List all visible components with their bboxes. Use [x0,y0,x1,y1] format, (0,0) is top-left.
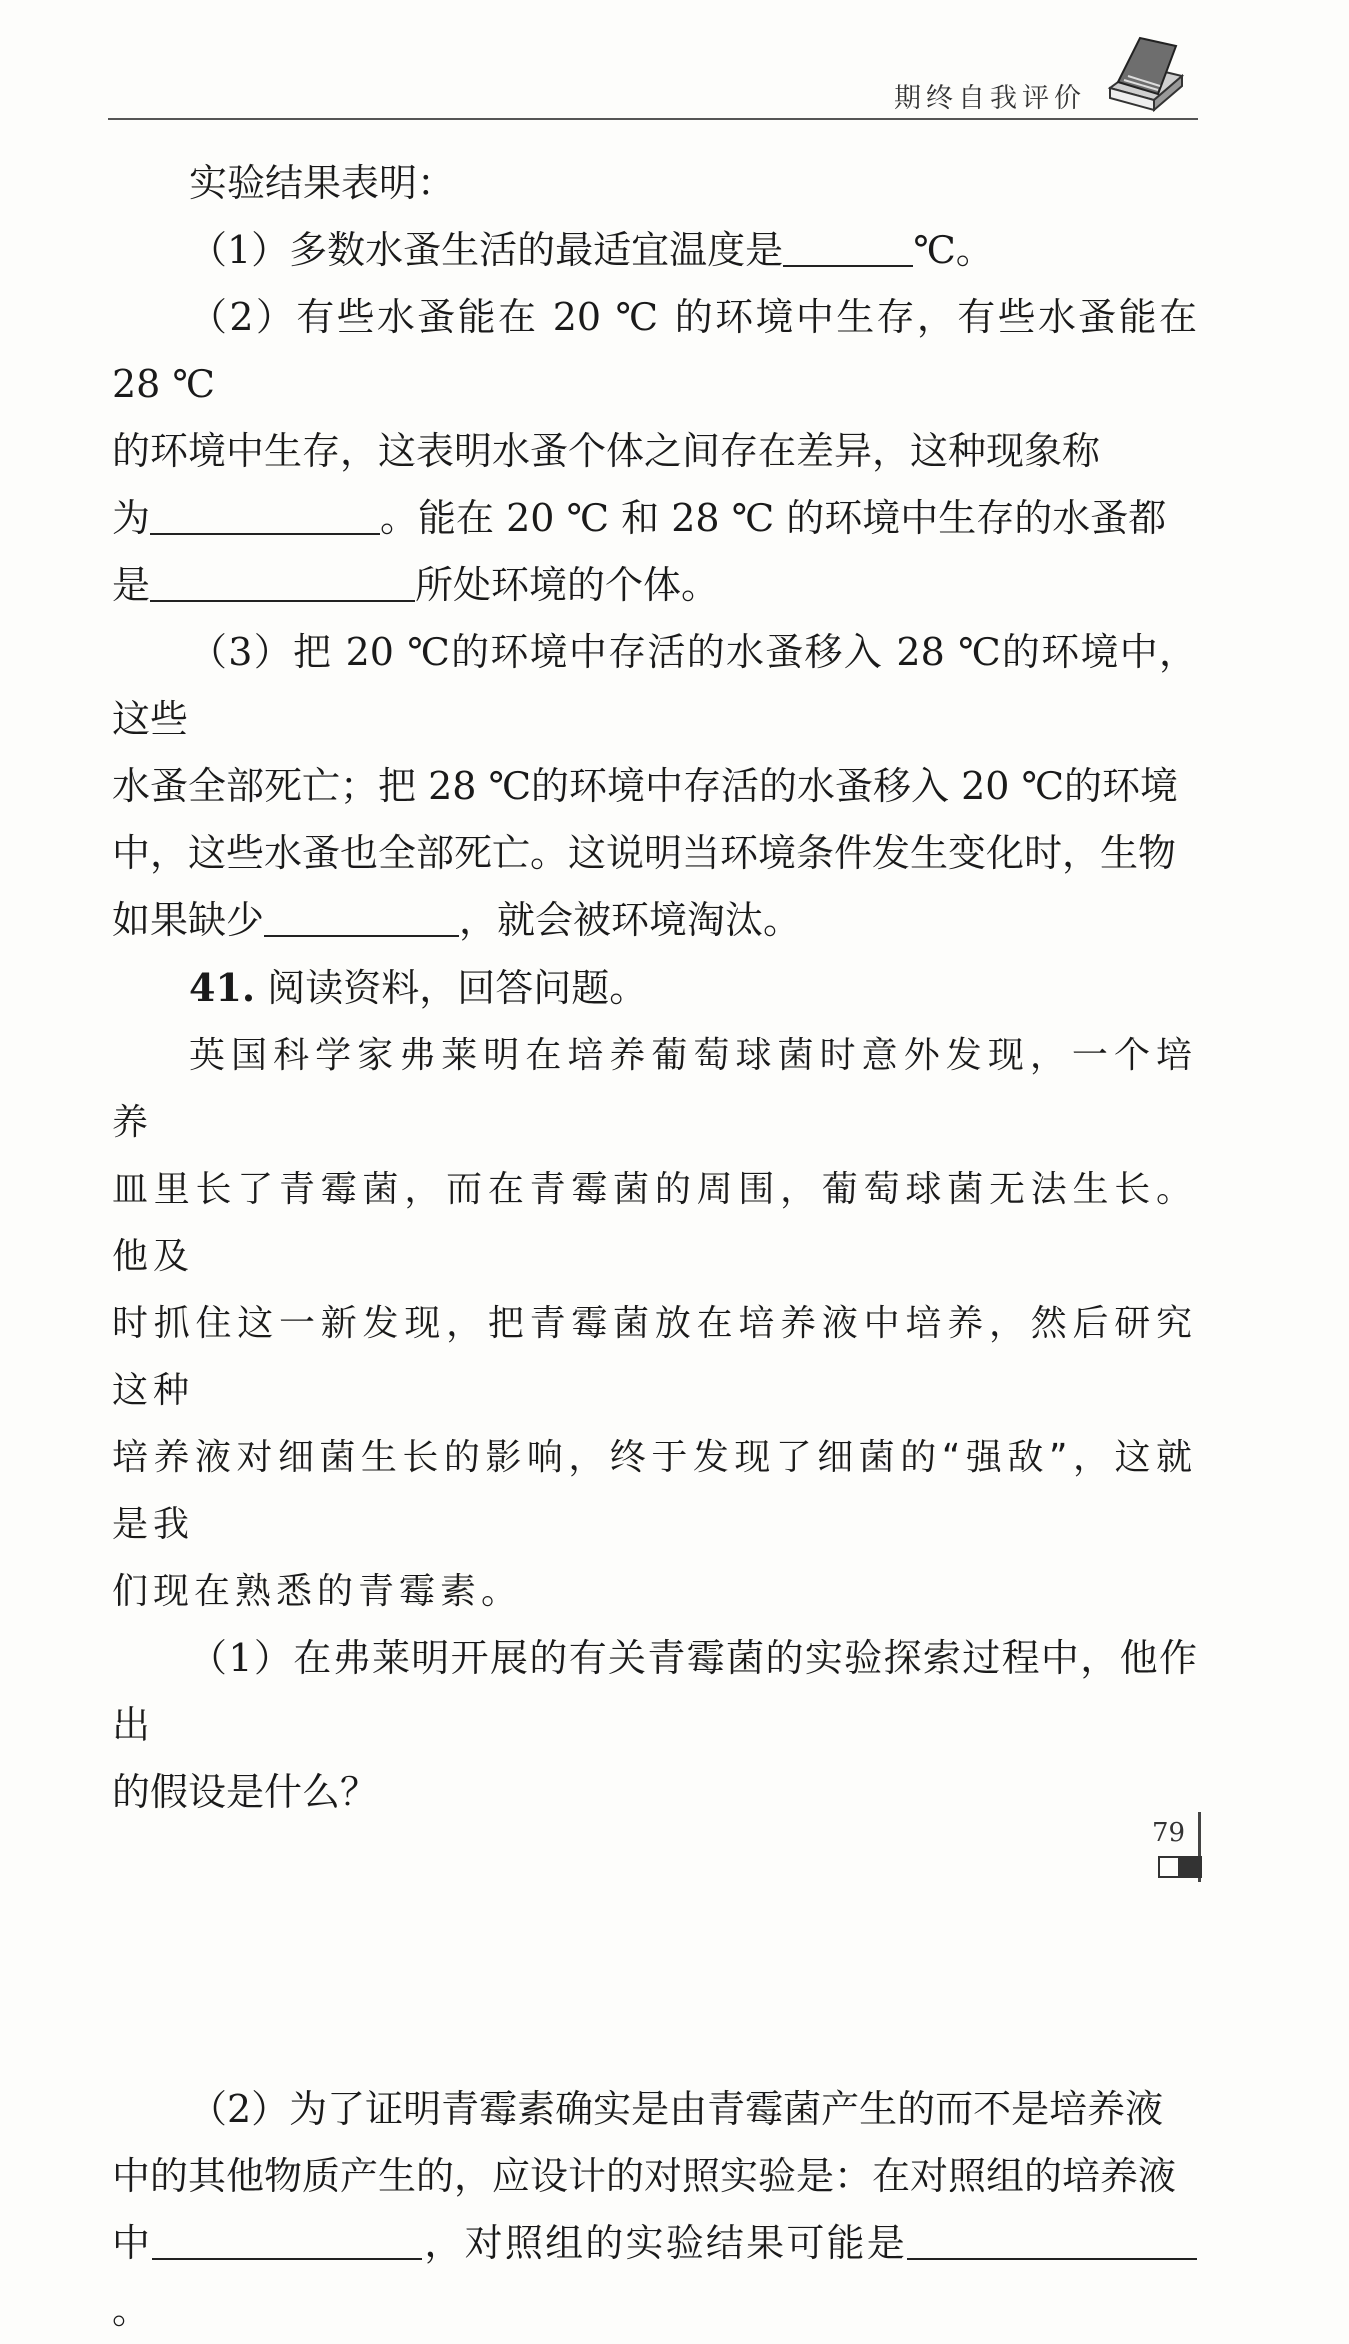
answer-blank[interactable] [152,2218,422,2260]
q40-2-text-c: 是 [112,563,151,607]
passage-line1: 英国科学家弗莱明在培养葡萄球菌时意外发现，一个培养 [112,1035,1197,1143]
question-41-2-line1: （2）为了证明青霉素确实是由青霉菌产生的而不是培养液 [189,2087,1164,2131]
header-title: 期终自我评价 [894,83,1086,114]
q41-2-text-c: 。 [112,2288,151,2332]
question-40-3-line2: 水蚤全部死亡；把 28 ℃的环境中存活的水蚤移入 20 ℃的环境 [112,764,1179,808]
question-40-2-line3 [112,485,1197,552]
question-41-title: 阅读资料，回答问题。 [267,966,648,1010]
passage-line2: 皿里长了青霉菌，而在青霉菌的周围，葡萄球菌无法生长。他及 [112,1169,1197,1277]
q40-1-unit: ℃。 [913,228,994,272]
question-41-1-line2: 的假设是什么？ [112,1770,379,1814]
book-icon [1104,36,1186,116]
answer-blank[interactable] [264,895,459,937]
q40-1-text: （1）多数水蚤生活的最适宜温度是 [189,228,784,272]
q41-2-text-b: ，对照组的实验结果可能是 [422,2221,907,2265]
filled-square-icon [1180,1856,1202,1878]
question-41-heading [112,954,1197,1022]
question-40-3-line3: 中，这些水蚤也全部死亡。这说明当环境条件发生变化时，生物 [112,831,1177,875]
question-40-2-line2: 的环境中生存，这表明水蚤个体之间存在差异，这种现象称 [112,429,1101,473]
question-40-2-line4 [112,552,1197,619]
empty-square-icon [1158,1856,1180,1878]
q40-3-text-a: 如果缺少 [112,898,265,942]
q40-3-text-b: ，就会被环境淘汰。 [459,898,802,942]
q40-2-text-a: 为 [112,496,151,540]
page-number: 79 [1152,1818,1186,1848]
answer-blank[interactable] [150,560,415,602]
passage-line4: 培养液对细菌生长的影响，终于发现了细菌的“强敌”，这就是我 [112,1437,1197,1545]
q40-2-text-d: 所处环境的个体。 [415,563,720,607]
question-41-2-line3 [112,2210,1197,2344]
question-40-1 [112,217,1197,284]
question-41-2-line2: 中的其他物质产生的，应设计的对照实验是：在对照组的培养液 [112,2154,1177,2198]
answer-space[interactable] [112,1826,1197,2076]
question-41-1-line1: （1）在弗莱明开展的有关青霉菌的实验探索过程中，他作出 [112,1636,1197,1747]
answer-blank[interactable] [907,2218,1197,2260]
question-number: 41. [189,965,256,1010]
page-content [112,150,1197,2344]
question-40-2-line1: （2）有些水蚤能在 20 ℃ 的环境中生存，有些水蚤能在 28 ℃ [112,295,1197,406]
question-40-3-line4 [112,887,1197,954]
answer-blank[interactable] [783,225,913,267]
q40-2-text-b: 。能在 20 ℃ 和 28 ℃ 的环境中生存的水蚤都 [380,496,1167,540]
question-40-3-line1: （3）把 20 ℃的环境中存活的水蚤移入 28 ℃的环境中，这些 [112,630,1197,741]
answer-blank[interactable] [150,493,380,535]
passage-line5: 们现在熟悉的青霉素。 [112,1571,523,1612]
q41-2-text-a: 中 [112,2221,153,2265]
passage-line3: 时抓住这一新发现，把青霉菌放在培养液中培养，然后研究这种 [112,1303,1197,1411]
page-header [108,30,1198,120]
results-intro: 实验结果表明： [189,161,456,205]
